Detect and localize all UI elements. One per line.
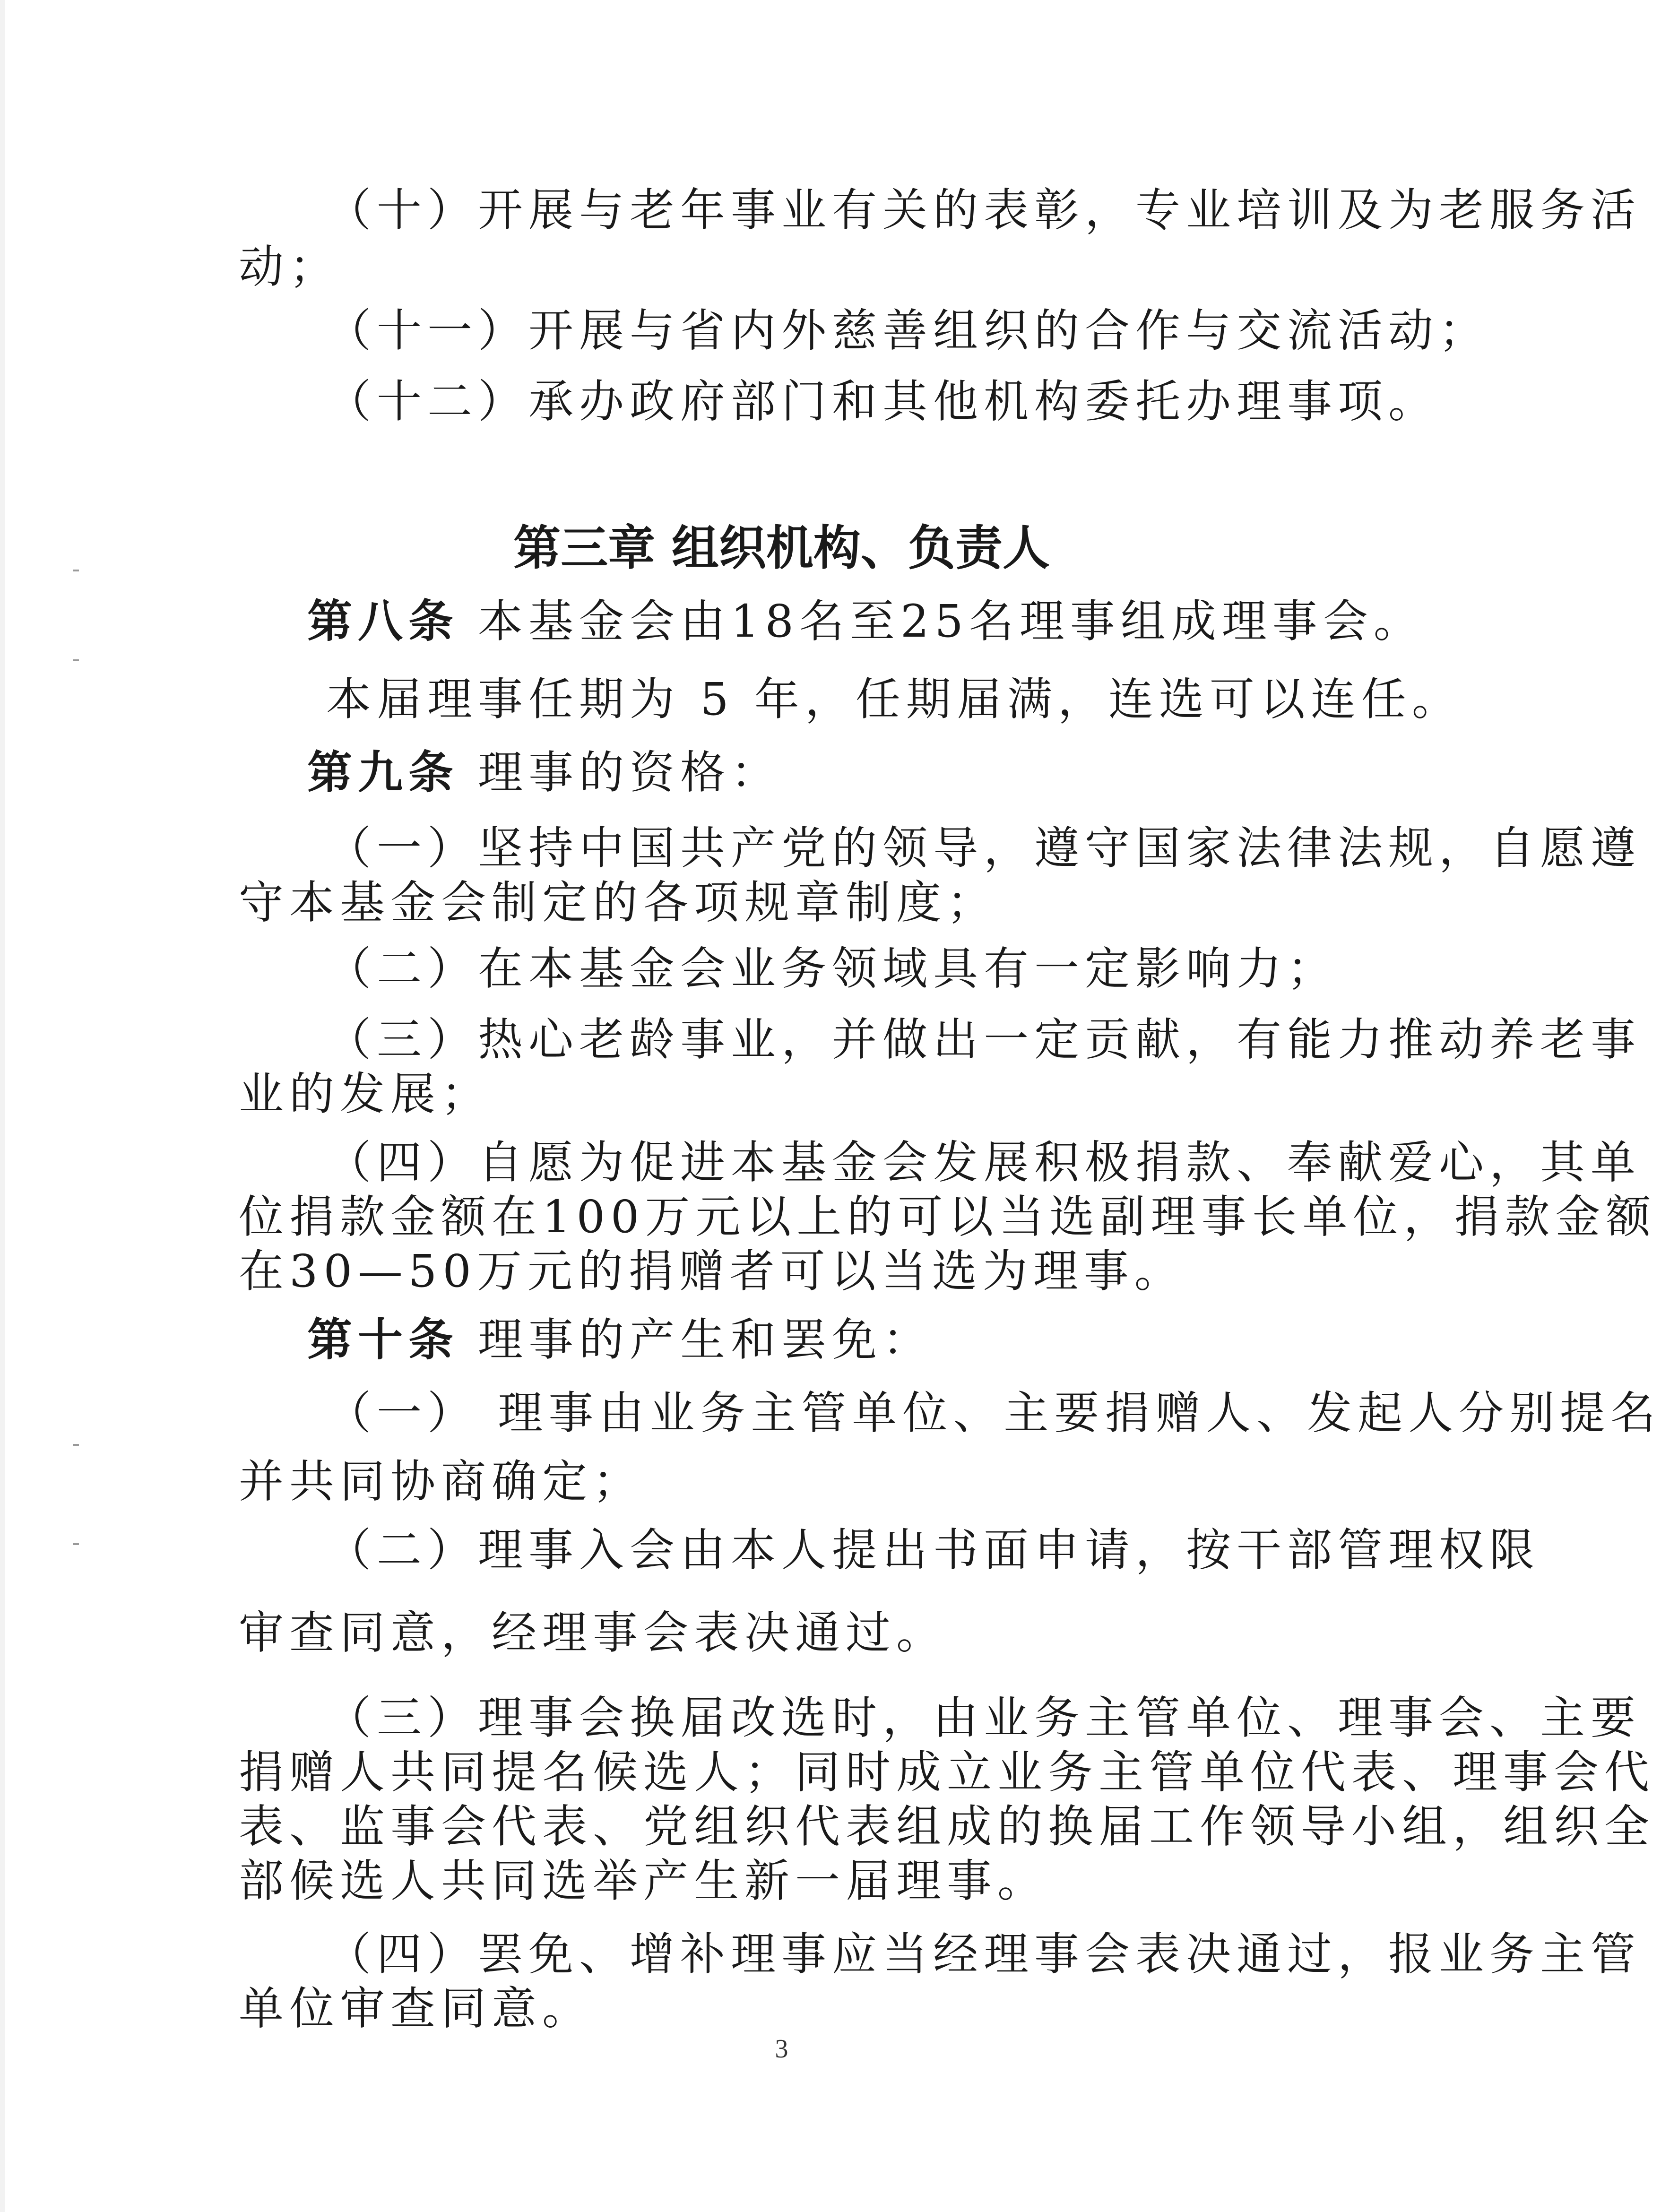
text-line: 单位审查同意。 [239,1983,593,2035]
text-line: 本届理事任期为 5 年，任期届满，连选可以连任。 [326,674,1462,726]
text-line: 动； [239,241,340,293]
text-line: 守本基金会制定的各项规章制度； [239,877,998,929]
text-line: 表、监事会代表、党组织代表组成的换届工作领导小组，组织全 [239,1801,1655,1853]
text-line: （四）自愿为促进本基金会发展积极捐款、奉献爱心，其单 [326,1137,1642,1189]
text-line: （三）热心老龄事业，并做出一定贡献，有能力推动养老事 [326,1014,1642,1066]
text-line: 业的发展； [239,1068,492,1120]
article-heading: 第十条 [307,1314,459,1366]
scan-mark [73,1444,79,1446]
text-line: 位捐款金额在100万元以上的可以当选副理事长单位，捐款金额 [239,1191,1657,1243]
text-line: 部候选人共同选举产生新一届理事。 [239,1855,1048,1907]
article-text: 理事的资格： [478,747,782,799]
article-8 [307,593,1424,650]
text-line: 在30—50万元的捐赠者可以当选为理事。 [239,1245,1185,1297]
text-line: （一）坚持中国共产党的领导，遵守国家法律法规，自愿遵 [326,822,1642,874]
text-line: （四）罢免、增补理事应当经理事会表决通过，报业务主管 [326,1928,1642,1980]
page-number: 3 [775,2034,788,2064]
text-line: （二）理事入会由本人提出书面申请，按干部管理权限 [326,1524,1540,1576]
text-line: 并共同协商确定； [239,1456,644,1508]
scan-mark [73,1543,79,1545]
text-line: （三）理事会换届改选时，由业务主管单位、理事会、主要 [326,1692,1642,1744]
article-heading: 第八条 [307,596,459,648]
article-text: 理事的产生和罢免： [478,1314,934,1366]
chapter-heading: 第三章 组织机构、负责人 [513,520,1050,576]
article-heading: 第九条 [307,747,459,799]
text-line: （二）在本基金会业务领域具有一定影响力； [326,943,1338,995]
article-9 [307,744,1404,801]
text-line: 审查同意，经理事会表决通过。 [239,1607,947,1659]
text-line: （十一）开展与省内外慈善组织的合作与交流活动； [326,305,1490,357]
scan-mark [73,659,79,661]
text-line: 捐赠人共同提名候选人；同时成立业务主管单位代表、理事会代 [239,1746,1655,1798]
text-line: （十）开展与老年事业有关的表彰，专业培训及为老服务活 [326,184,1642,236]
article-text: 本基金会由18名至25名理事组成理事会。 [478,596,1424,648]
scan-edge [0,0,5,2212]
text-line: （十二）承办政府部门和其他机构委托办理事项。 [326,376,1439,428]
article-10 [307,1312,1404,1368]
text-line: （一） 理事由业务主管单位、主要捐赠人、发起人分别提名 [326,1387,1661,1439]
